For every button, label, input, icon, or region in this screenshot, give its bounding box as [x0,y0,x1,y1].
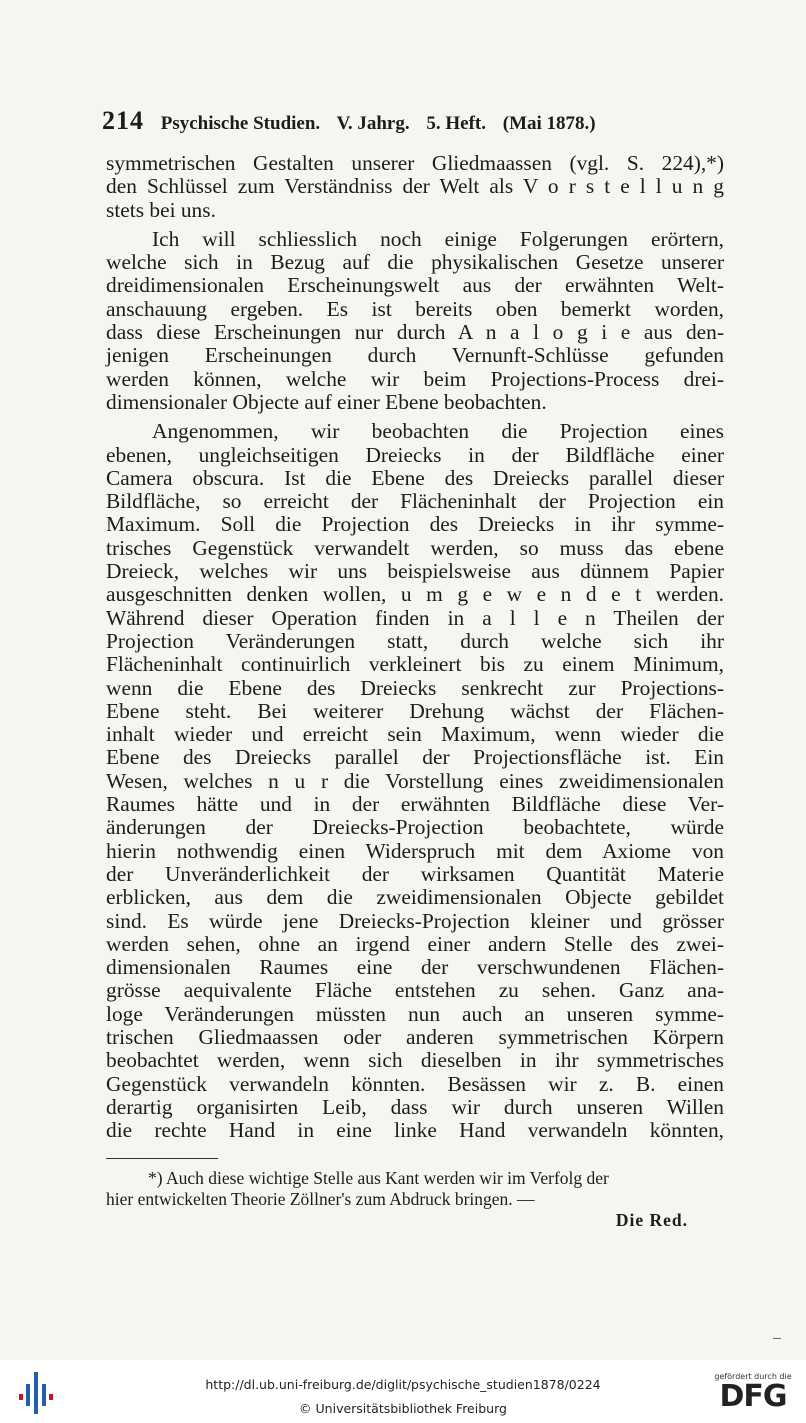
text-line: hierin nothwendig einen Widerspruch mit dem Axiome von [106,838,724,863]
text-line: grösse aequivalente Fläche entstehen zu sehen. Ganz ana- [106,978,724,1003]
paragraph-3 [106,420,724,1142]
text-line: ausgeschnitten denken wollen, u m g e w e n d e t werden. [106,582,724,607]
copyright-line: © Universitätsbibliothek Freiburg [299,1401,507,1416]
text-line: ebenen, ungleichseitigen Dreiecks in der Bildfläche einer [106,442,724,467]
text-line: symmetrischen Gestalten unserer Gliedmaassen (vgl. S. 224),*) [106,151,724,175]
footnote-rule [106,1158,218,1159]
footnote-line: hier entwickelten Theorie Zöllner's zum Abdruck bringen. — [106,1189,535,1209]
issue-date: (Mai 1878.) [502,113,596,134]
source-url[interactable]: http://dl.ub.uni-freiburg.de/diglit/psychische_studien1878/0224 [205,1377,601,1392]
dfg-funding-note: gefördert durch die [714,1372,792,1381]
text-line: Ebene steht. Bei weiterer Drehung wächst der Flächen- [106,698,724,723]
page-edge-mark [773,1338,781,1339]
text-line: inhalt wieder und erreicht sein Maximum, wenn wieder die [106,722,724,747]
text-line: dass diese Erscheinungen nur durch A n a l o g i e aus den- [106,320,724,345]
text-line: erblicken, aus dem die zweidimensionalen Objecte gebildet [106,885,724,910]
text-line: werden sehen, ohne an irgend einer andern Stelle des zwei- [106,931,724,956]
text-line: Angenommen, wir beobachten die Projection eines [152,419,724,444]
text-line: Camera obscura. Ist die Ebene des Dreiecks parallel dieser [106,465,724,490]
body-text [106,152,724,1148]
text-line: Ich will schliesslich noch einige Folgerungen erörtern, [152,226,724,251]
paragraph-1 [106,152,724,222]
text-line: jenigen Erscheinungen durch Vernunft-Schlüsse gefunden [106,343,724,368]
text-line: Dreieck, welches wir uns beispielsweise aus dünnem Papier [106,559,724,584]
text-line: anschauung ergeben. Es ist bereits oben bemerkt worden, [106,296,724,321]
text-line: Während dieser Operation finden in a l l e n Theilen der [106,605,724,630]
viewer-footer [0,1360,806,1423]
text-line: loge Veränderungen müssten nun auch an unseren symme- [106,1001,724,1026]
dfg-wordmark: DFG [719,1379,787,1414]
text-line: stets bei uns. [106,197,216,222]
editor-signature: Die Red. [615,1210,688,1230]
text-line: dimensionaler Objecte auf einer Ebene beobachten. [106,389,547,414]
footnote [106,1168,724,1231]
issue: 5. Heft. [426,113,486,134]
text-line: Projection Veränderungen statt, durch welche sich ihr [106,628,724,653]
text-line: die rechte Hand in eine linke Hand verwandeln könnten, [106,1118,724,1143]
text-line: Maximum. Soll die Projection des Dreiecks in ihr symme- [106,512,724,537]
text-line: Ebene des Dreiecks parallel der Projectionsfläche ist. Ein [106,745,724,770]
text-line: welche sich in Bezug auf die physikalischen Gesetze unserer [106,250,724,275]
dfg-logo [708,1372,798,1418]
text-line: Raumes hätte und in der erwähnten Bildfläche diese Ver- [106,792,724,817]
paragraph-2 [106,228,724,414]
text-line: dreidimensionalen Erscheinungswelt aus der erwähnten Welt- [106,273,724,298]
text-line: den Schlüssel zum Verständniss der Welt als V o r s t e l l u n g [106,174,724,199]
text-line: sind. Es würde jene Dreiecks-Projection kleiner und grösser [106,908,724,933]
text-line: wenn die Ebene des Dreiecks senkrecht zur Projections- [106,675,724,700]
text-line: derartig organisirten Leib, dass wir durch unseren Willen [106,1094,724,1119]
text-line: Bildfläche, so erreicht der Flächeninhalt der Projection ein [106,489,724,514]
text-line: dimensionalen Raumes eine der verschwundenen Flächen- [106,955,724,980]
page-number: 214 [102,106,144,135]
footnote-line: *) Auch diese wichtige Stelle aus Kant werden wir im Verfolg der [148,1168,609,1188]
journal-title: Psychische Studien. [160,113,321,134]
text-line: Gegenstück verwandeln könnten. Besässen wir z. B. einen [106,1071,724,1096]
volume: V. Jahrg. [336,113,410,134]
text-line: Flächeninhalt continuirlich verkleinert bis zu einem Minimum, [106,652,724,677]
text-line: änderungen der Dreiecks-Projection beobachtete, würde [106,815,724,840]
text-line: beobachtet werden, wenn sich dieselben in ihr symmetrisches [106,1048,724,1073]
running-header [102,106,722,136]
text-line: trisches Gegenstück verwandelt werden, so muss das ebene [106,535,724,560]
text-line: der Unveränderlichkeit der wirksamen Quantität Materie [106,861,724,886]
text-line: werden können, welche wir beim Projections-Process drei- [106,366,724,391]
text-line: trischen Gliedmaassen oder anderen symmetrischen Körpern [106,1024,724,1049]
text-line: Wesen, welches n u r die Vorstellung eines zweidimensionalen [106,768,724,793]
